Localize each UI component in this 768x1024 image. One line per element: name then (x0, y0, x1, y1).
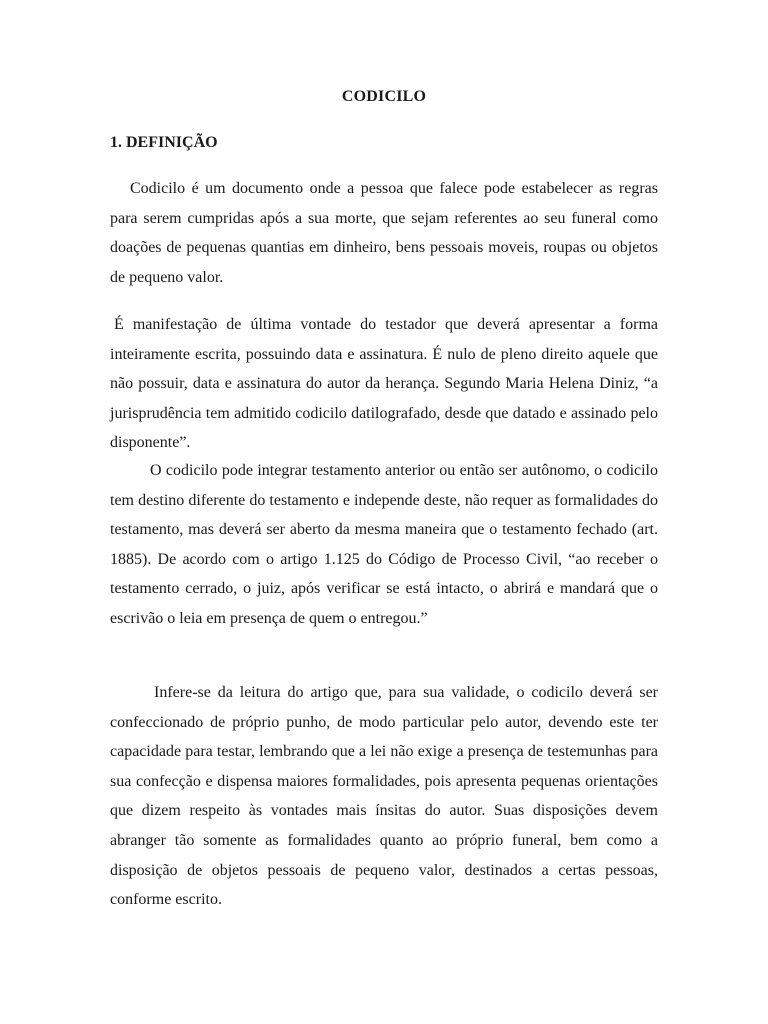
section-heading: 1. DEFINIÇÃO (110, 134, 218, 151)
document-title: CODICILO (341, 88, 427, 105)
paragraph-4: Infere-se da leitura do artigo que, para sua validade, o codicilo deverá ser confeccionado de próprio punho, de modo particular pelo autor, devendo este ter capacidade para testar, lembrando que a lei não exige a presença de testemunhas para sua confecção e dispensa maiores formalidades, pois apresenta pequenas orientações que dizem respeito às vontades mais ínsitas do autor. Suas disposições devem abranger tão somente as formalidades quanto ao próprio funeral, bem como a disposição de objetos pessoais de pequeno valor, destinados a certas pessoas, conforme escrito. (110, 684, 658, 909)
paragraph-3: O codicilo pode integrar testamento anterior ou então ser autônomo, o codicilo tem destino diferente do testamento e independe deste, não requer as formalidades do testamento, mas deverá ser aberto da mesma maneira que o testamento fechado (art. 1885). De acordo com o artigo 1.125 do Código de Processo Civil, “ao receber o testamento cerrado, o juiz, após verificar se está intacto, o abrirá e mandará que o escrivão o leia em presença de quem o entregou.” (110, 462, 658, 627)
paragraph-2: É manifestação de última vontade do testador que deverá apresentar a forma inteiramente escrita, possuindo data e assinatura. É nulo de pleno direito aquele que não possuir, data e assinatura do autor da herança. Segundo Maria Helena Diniz, “a jurisprudência tem admitido codicilo datilografado, desde que datado e assinado pelo disponente”. (110, 316, 658, 452)
paragraph-1: Codicilo é um documento onde a pessoa que falece pode estabelecer as regras para serem cumpridas após a sua morte, que sejam referentes ao seu funeral como doações de pequenas quantias em dinheiro, bens pessoais moveis, roupas ou objetos de pequeno valor. (110, 180, 658, 286)
